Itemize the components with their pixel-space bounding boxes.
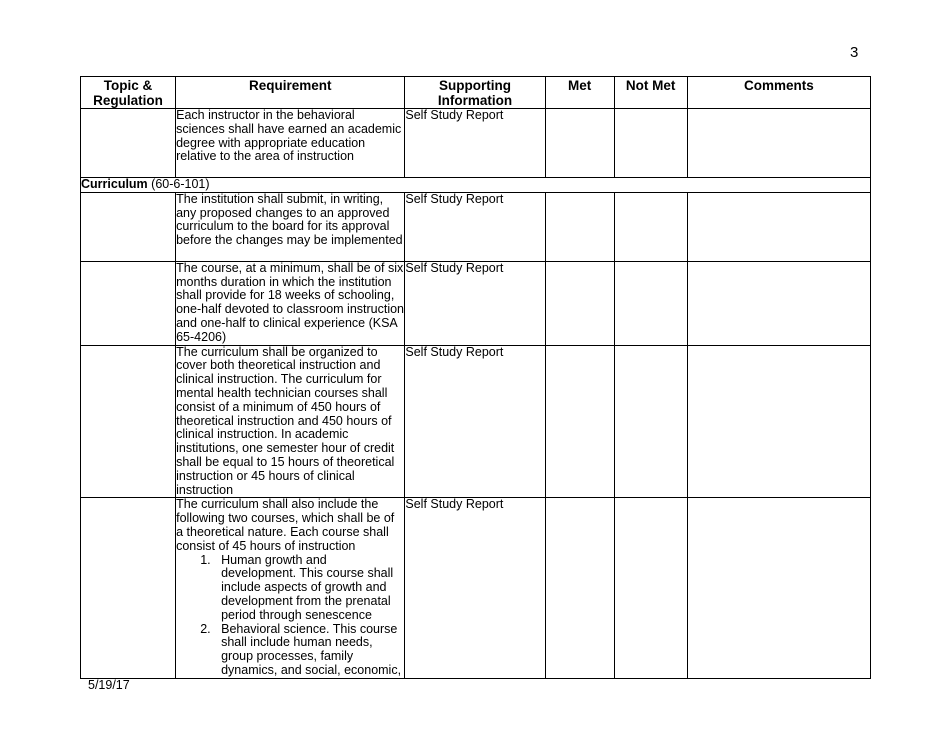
section-regulation: (60-6-101) (151, 177, 210, 191)
list-item: 2. Behavioral science. This course shall include human needs, group processes, family dynamics, and social, economic, (214, 623, 404, 678)
table-row (81, 261, 871, 345)
met-cell (545, 192, 614, 261)
met-cell (545, 345, 614, 498)
supporting-cell: Self Study Report (405, 109, 545, 178)
header-row (81, 77, 871, 109)
header-met: Met (545, 77, 614, 109)
not-met-cell (614, 345, 687, 498)
comments-cell (687, 261, 870, 345)
table-row (81, 498, 871, 678)
topic-cell (81, 345, 176, 498)
not-met-cell (614, 109, 687, 178)
not-met-cell (614, 261, 687, 345)
requirement-cell: The curriculum shall be organized to cover both theoretical instruction and clinical instruction. The curriculum for mental health technician courses shall consist of a minimum of 450 hours of theoretical instruction and 450 hours of clinical instruction. In academic institutions, one semester hour of credit shall be equal to 15 hours of theoretical instruction or 45 hours of clinical instruction (176, 345, 405, 498)
footer-date: 5/19/17 (88, 678, 130, 692)
met-cell (545, 109, 614, 178)
supporting-cell: Self Study Report (405, 192, 545, 261)
supporting-cell: Self Study Report (405, 498, 545, 678)
topic-cell (81, 192, 176, 261)
table-row (81, 192, 871, 261)
page-number: 3 (850, 44, 859, 61)
section-title: Curriculum (81, 177, 148, 191)
header-requirement: Requirement (176, 77, 405, 109)
topic-cell (81, 498, 176, 678)
section-heading (81, 178, 871, 193)
section-row (81, 178, 871, 193)
comments-cell (687, 498, 870, 678)
header-comments: Comments (687, 77, 870, 109)
requirement-cell: The institution shall submit, in writing, any proposed changes to an approved curriculum to the board for its approval before the changes may be implemented (176, 192, 405, 261)
requirement-text: The curriculum shall also include the following two courses, which shall be of a theoretical nature. Each course shall consist of 45 hours of instruction (176, 497, 395, 553)
topic-cell (81, 109, 176, 178)
header-not-met: Not Met (614, 77, 687, 109)
requirement-cell (176, 498, 405, 678)
header-supporting: Supporting Information (405, 77, 545, 109)
comments-cell (687, 345, 870, 498)
requirements-table (80, 76, 871, 679)
table-row (81, 345, 871, 498)
supporting-cell: Self Study Report (405, 261, 545, 345)
list-item: 1. Human growth and development. This course shall include aspects of growth and development from the prenatal period through senescence (214, 554, 404, 623)
requirement-cell: Each instructor in the behavioral sciences shall have earned an academic degree with appropriate education relative to the area of instruction (176, 109, 405, 178)
header-topic: Topic & Regulation (81, 77, 176, 109)
comments-cell (687, 109, 870, 178)
not-met-cell (614, 498, 687, 678)
comments-cell (687, 192, 870, 261)
supporting-cell: Self Study Report (405, 345, 545, 498)
met-cell (545, 261, 614, 345)
requirement-subitems (176, 554, 404, 678)
requirement-cell: The course, at a minimum, shall be of six months duration in which the institution shall provide for 18 weeks of schooling, one-half devoted to classroom instruction and one-half to clinical experience (KSA 65-4206) (176, 260, 405, 344)
table-row (81, 109, 871, 178)
met-cell (545, 498, 614, 678)
topic-cell (81, 261, 176, 345)
not-met-cell (614, 192, 687, 261)
